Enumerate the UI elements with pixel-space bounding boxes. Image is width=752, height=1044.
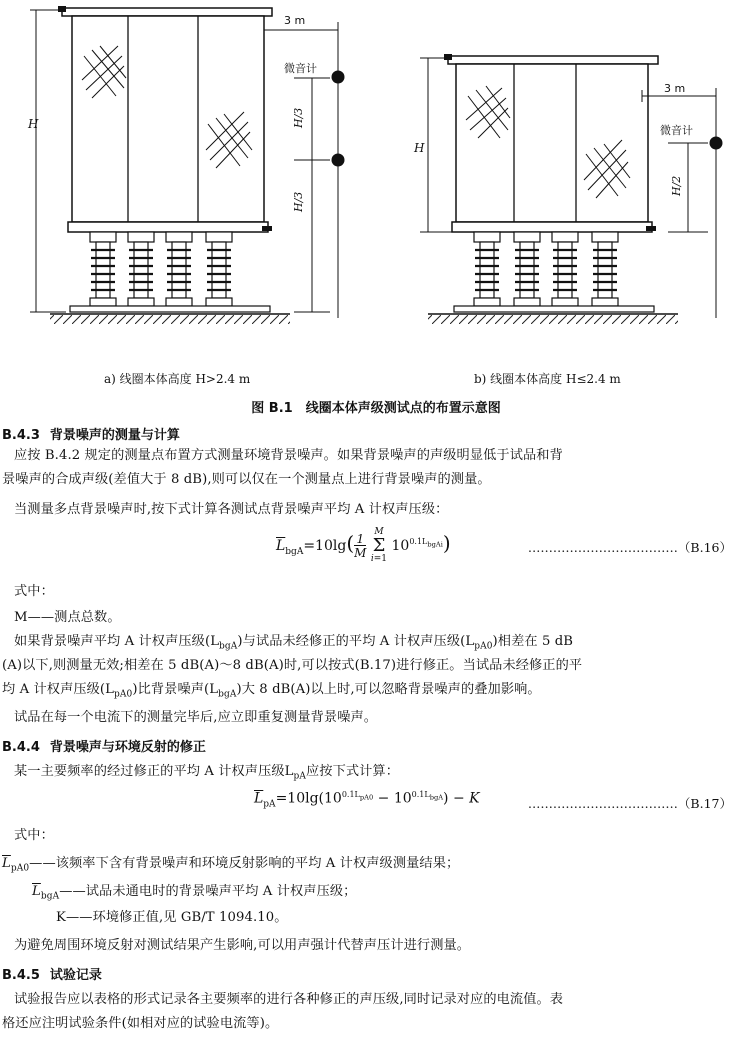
label-h3-lower: H/3 (292, 191, 305, 212)
b43-paragraph-4: 试品在每一个电流下的测量完毕后,应立即重复测量背景噪声。 (14, 710, 378, 725)
equation-ref-b17: ………………………………（B.17） (527, 796, 732, 811)
microphone-a-upper (332, 71, 345, 84)
section-b43-heading: B.4.3 背景噪声的测量与计算 (2, 428, 180, 443)
b43-paragraph-3-line-2: (A)以下,则测量无效;相差在 5 dB(A)～8 dB(A)时,可以按式(B.17)进行修正。当试品未经修正的平 (2, 658, 583, 673)
b43-where: 式中： (14, 584, 54, 599)
label-h-a: H (28, 117, 39, 131)
b43-var-m: M——测点总数。 (14, 610, 121, 625)
b44-definition-2: $\overline{L}_{bgA}——$试品未通电时的背景噪声平均 A 计权声压级； (32, 884, 357, 902)
label-3m-a: 3 m (284, 14, 306, 27)
figure-b-insulators (474, 232, 618, 306)
b43-paragraph-3-line-1: 如果背景噪声平均 A 计权声压级$(L_{bgA})$与试品未经修正的平均 A 计权声压级$(L_{pA0})$相差在 5 dB (14, 634, 574, 652)
b44-paragraph-1: 某一主要频率的经过修正的平均 A 计权声压级$L_{pA}$应按下式计算： (14, 764, 400, 782)
label-mic-a: 微音计 (284, 62, 317, 75)
label-mic-b: 微音计 (660, 124, 693, 137)
section-b44-heading: B.4.4 背景噪声与环境反射的修正 (2, 740, 206, 755)
caption-a: a) 线圈本体高度 H>2.4 m (104, 372, 251, 386)
equation-ref-b16: ………………………………（B.16） (527, 540, 732, 555)
figure-a-reactor (50, 6, 290, 324)
b43-paragraph-3-line-3: 均 A 计权声压级$(L_{pA0})$比背景噪声$(L_{bgA})$大 8 dB(A)以上时,可以忽略背景噪声的叠加影响。 (2, 682, 541, 700)
b43-paragraph-1-line-1: 应按 B.4.2 规定的测量点布置方式测量环境背景噪声。如果背景噪声的声级明显低于试品和背 (14, 448, 563, 463)
caption-b: b) 线圈本体高度 H≤2.4 m (474, 372, 621, 386)
label-3m-b: 3 m (664, 82, 686, 95)
figure-b-reactor (428, 54, 678, 324)
b45-paragraph-1-line-2: 格还应注明试验条件(如相对应的试验电流等)。 (2, 1016, 279, 1031)
label-h3-upper: H/3 (292, 107, 305, 128)
formula-b16: $\overline{L}_{bgA}=10\lg(\frac{1}{M}$ M Σ i=1 $10^{0.1L_{bgAi}}$) (276, 527, 451, 564)
label-h2: H/2 (670, 175, 683, 196)
microphone-a-lower (332, 154, 345, 167)
b44-where: 式中： (14, 828, 54, 843)
figure-b1 (0, 0, 752, 395)
b44-definition-3: K——环境修正值,见 GB/T 1094.10。 (56, 910, 288, 925)
b44-definition-1: $\overline{L}_{pA0}——$该频率下含有背景噪声和环境反射影响的平均 A 计权声级测量结果； (2, 856, 460, 874)
dimension-h-a (30, 10, 66, 312)
formula-b17: $\overline{L}_{pA}=10\lg(10^{0.1L_{pA0}} - 10^{0.1L_{bgA}}) - K$ (254, 790, 480, 810)
b44-paragraph-2: 为避免周围环境反射对测试结果产生影响,可以用声强计代替声压计进行测量。 (14, 938, 471, 953)
section-b45-heading: B.4.5 试验记录 (2, 968, 102, 983)
label-h-b: H (414, 141, 425, 155)
b43-paragraph-2: 当测量多点背景噪声时,按下式计算各测试点背景噪声平均 A 计权声压级： (14, 502, 449, 517)
microphone-b (710, 137, 723, 150)
b43-paragraph-1-line-2: 景噪声的合成声级(差值大于 8 dB),则可以仅在一个测量点上进行背景噪声的测量。 (2, 472, 491, 487)
figure-title: 图 B.1 线圈本体声级测试点的布置示意图 (251, 401, 501, 416)
figure-a-insulators (90, 232, 232, 306)
b45-paragraph-1-line-1: 试验报告应以表格的形式记录各主要频率的进行各种修正的声压级,同时记录对应的电流值。表 (14, 992, 564, 1007)
